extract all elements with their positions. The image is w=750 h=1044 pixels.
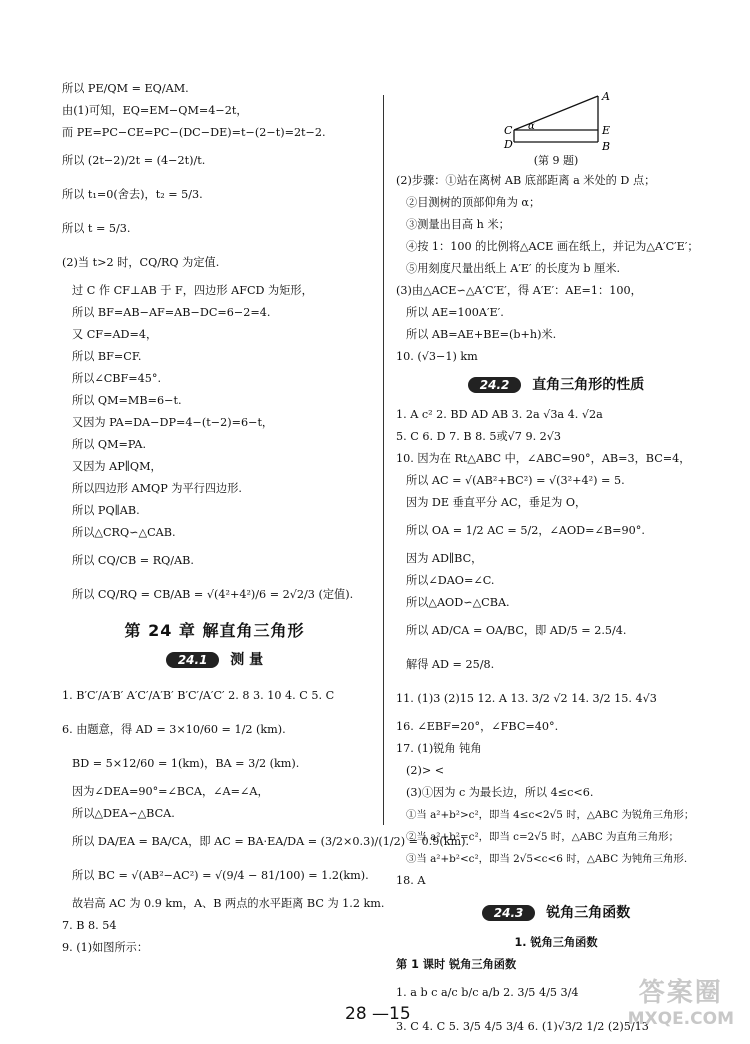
answer-line: 7. B 8. 54 — [62, 919, 117, 932]
answer-line: 所以 AC = √(AB²+BC²) = √(3²+4²) = 5. — [406, 474, 625, 487]
answer-line: 所以△CRQ∽△CAB. — [72, 526, 176, 539]
section-badge: 24.2 — [468, 377, 522, 393]
answer-line: 又 CF=AD=4， — [72, 328, 158, 341]
answer-line: 所以四边形 AMQP 为平行四边形. — [72, 482, 242, 495]
figure-caption: (第 9 题) — [533, 154, 579, 167]
answer-line: 因为 DE 垂直平分 AC，垂足为 O， — [406, 496, 587, 509]
answer-line: 18. A — [396, 874, 426, 887]
answer-line: 所以 PQ∥AB. — [72, 504, 140, 517]
section-heading — [62, 649, 367, 669]
answer-line: 所以 AB=AE+BE=(b+h)米. — [406, 328, 557, 341]
answer-line: 11. (1)3 (2)15 12. A 13. 3/2 √2 14. 3/2 15. 4√3 — [396, 692, 657, 705]
answer-line: 所以 OA = 1/2 AC = 5/2，∠AOD=∠B=90°. — [406, 524, 645, 537]
answer-line: 所以 t = 5/3. — [62, 222, 131, 235]
section-badge: 24.3 — [482, 905, 536, 921]
column-divider — [383, 95, 384, 825]
answer-line: ⑤用刻度尺量出纸上 A′E′ 的长度为 b 厘米. — [406, 262, 621, 275]
answer-line: 又因为 AP∥QM， — [72, 460, 162, 473]
answer-line: 所以 BC = √(AB²−AC²) = √(9/4 − 81/100) = 1.2(km). — [72, 869, 369, 882]
answer-line: 所以 PE/QM = EQ/AM. — [62, 82, 189, 95]
answer-line: 3. C 4. C 5. 3/5 4/5 3/4 6. (1)√3/2 1/2 (2)5/13 — [396, 1020, 649, 1033]
answer-line: 所以 (2t−2)/2t = (4−2t)/t. — [62, 154, 206, 167]
answer-line: 所以 QM=MB=6−t. — [72, 394, 182, 407]
section-badge: 24.1 — [166, 652, 220, 668]
label-d: D — [504, 138, 513, 151]
answer-line: 所以 AE=100A′E′. — [406, 306, 504, 319]
answer-line: 9. (1)如图所示： — [62, 941, 149, 954]
watermark — [628, 972, 734, 1029]
answer-line: 所以 BF=AB−AF=AB−DC=6−2=4. — [72, 306, 271, 319]
answer-line: (2)> < — [406, 764, 445, 777]
watermark-top: 答案圈 — [638, 978, 723, 1008]
right-column — [396, 84, 716, 1044]
page-number: 28 —15 — [345, 1004, 411, 1024]
answer-line: 16. ∠EBF=20°，∠FBC=40°. — [396, 720, 559, 733]
section-title: 锐角三角函数 — [546, 905, 631, 921]
section-title: 测 量 — [230, 652, 264, 668]
answer-line: BD = 5×12/60 = 1(km)，BA = 3/2 (km). — [72, 757, 300, 770]
label-b: B — [602, 140, 611, 153]
answer-line: 过 C 作 CF⊥AB 于 F，四边形 AFCD 为矩形， — [72, 284, 313, 297]
answer-line: 所以∠DAO=∠C. — [406, 574, 495, 587]
answer-line: 所以 DA/EA = BA/CA，即 AC = BA·EA/DA = (3/2×0.3)/(1/2) = 0.9(km). — [72, 835, 470, 848]
answer-line: 所以 CQ/RQ = CB/AB = √(4²+4²)/6 = 2√2/3 (定值). — [72, 588, 354, 601]
section-title: 直角三角形的性质 — [532, 377, 645, 393]
section-heading — [396, 902, 716, 922]
answer-line: 6. 由题意，得 AD = 3×10/60 = 1/2 (km). — [62, 723, 286, 736]
answer-line: 10. (√3−1) km — [396, 350, 478, 363]
answer-line: 因为∠DEA=90°=∠BCA，∠A=∠A， — [72, 785, 269, 798]
label-c: C — [504, 124, 513, 137]
answer-line: ②目测树的顶部仰角为 α； — [406, 196, 541, 209]
answer-line: 所以 t₁=0(舍去)，t₂ = 5/3. — [62, 188, 203, 201]
answer-line: (3)①因为 c 为最长边，所以 4≤c<6. — [406, 786, 594, 799]
label-e: E — [602, 124, 611, 137]
triangle-figure — [396, 84, 716, 168]
answer-line: 由(1)可知，EQ=EM−QM=4−2t， — [62, 104, 248, 117]
lesson-title: 第 1 课时 锐角三角函数 — [396, 958, 517, 971]
answer-line: (2)当 t>2 时，CQ/RQ 为定值. — [62, 256, 220, 269]
chapter-title: 第 24 章 解直角三角形 — [124, 621, 305, 640]
answer-line: 10. 因为在 Rt△ABC 中，∠ABC=90°，AB=3，BC=4， — [396, 452, 691, 465]
answer-line: 所以∠CBF=45°. — [72, 372, 162, 385]
section-heading — [396, 374, 716, 394]
answer-line: 1. B′C′/A′B′ A′C′/A′B′ B′C′/A′C′ 2. 8 3. 10 4. C 5. C — [62, 689, 335, 702]
answer-line: 17. (1)锐角 钝角 — [396, 742, 482, 755]
answer-line: ③测量出目高 h 米； — [406, 218, 510, 231]
label-alpha: α — [528, 121, 535, 132]
answer-line: 所以 BF=CF. — [72, 350, 142, 363]
answer-line: 5. C 6. D 7. B 8. 5或√7 9. 2√3 — [396, 430, 562, 443]
answer-line: ④按 1：100 的比例将△ACE 画在纸上，并记为△A′C′E′； — [406, 240, 699, 253]
subsection-title: 1. 锐角三角函数 — [514, 936, 598, 949]
label-a: A — [602, 90, 610, 103]
answer-line: 1. A c² 2. BD AD AB 3. 2a √3a 4. √2a — [396, 408, 603, 421]
answer-line: 所以 AD/CA = OA/BC，即 AD/5 = 2.5/4. — [406, 624, 627, 637]
answer-line: 1. a b c a/c b/c a/b 2. 3/5 4/5 3/4 — [396, 986, 579, 999]
answer-line: ③当 a²+b²<c²，即当 2√5<c<6 时，△ABC 为钝角三角形. — [406, 853, 688, 865]
answer-line: 所以 CQ/CB = RQ/AB. — [72, 554, 194, 567]
answer-line: 解得 AD = 25/8. — [406, 658, 495, 671]
answer-line: 又因为 PA=DA−DP=4−(t−2)=6−t， — [72, 416, 274, 429]
answer-line: ①当 a²+b²>c²，即当 4≤c<2√5 时，△ABC 为锐角三角形； — [406, 809, 695, 821]
answer-line: 所以△AOD∽△CBA. — [406, 596, 510, 609]
watermark-bottom: MXQE.COM — [627, 1009, 734, 1029]
answer-line: (3)由△ACE∽△A′C′E′，得 A′E′：AE=1：100， — [396, 284, 642, 297]
answer-line: 而 PE=PC−CE=PC−(DC−DE)=t−(2−t)=2t−2. — [62, 126, 326, 139]
answer-line: 所以△DEA∽△BCA. — [72, 807, 175, 820]
answer-line: 故岩高 AC 为 0.9 km，A、B 两点的水平距离 BC 为 1.2 km. — [72, 897, 385, 910]
answer-line: 所以 QM=PA. — [72, 438, 147, 451]
answer-line: 因为 AD∥BC， — [406, 552, 483, 565]
answer-line: (2)步骤：①站在离树 AB 底部距离 a 米处的 D 点； — [396, 174, 656, 187]
answer-line: ②当 a²+b²=c²，即当 c=2√5 时，△ABC 为直角三角形； — [406, 831, 679, 843]
